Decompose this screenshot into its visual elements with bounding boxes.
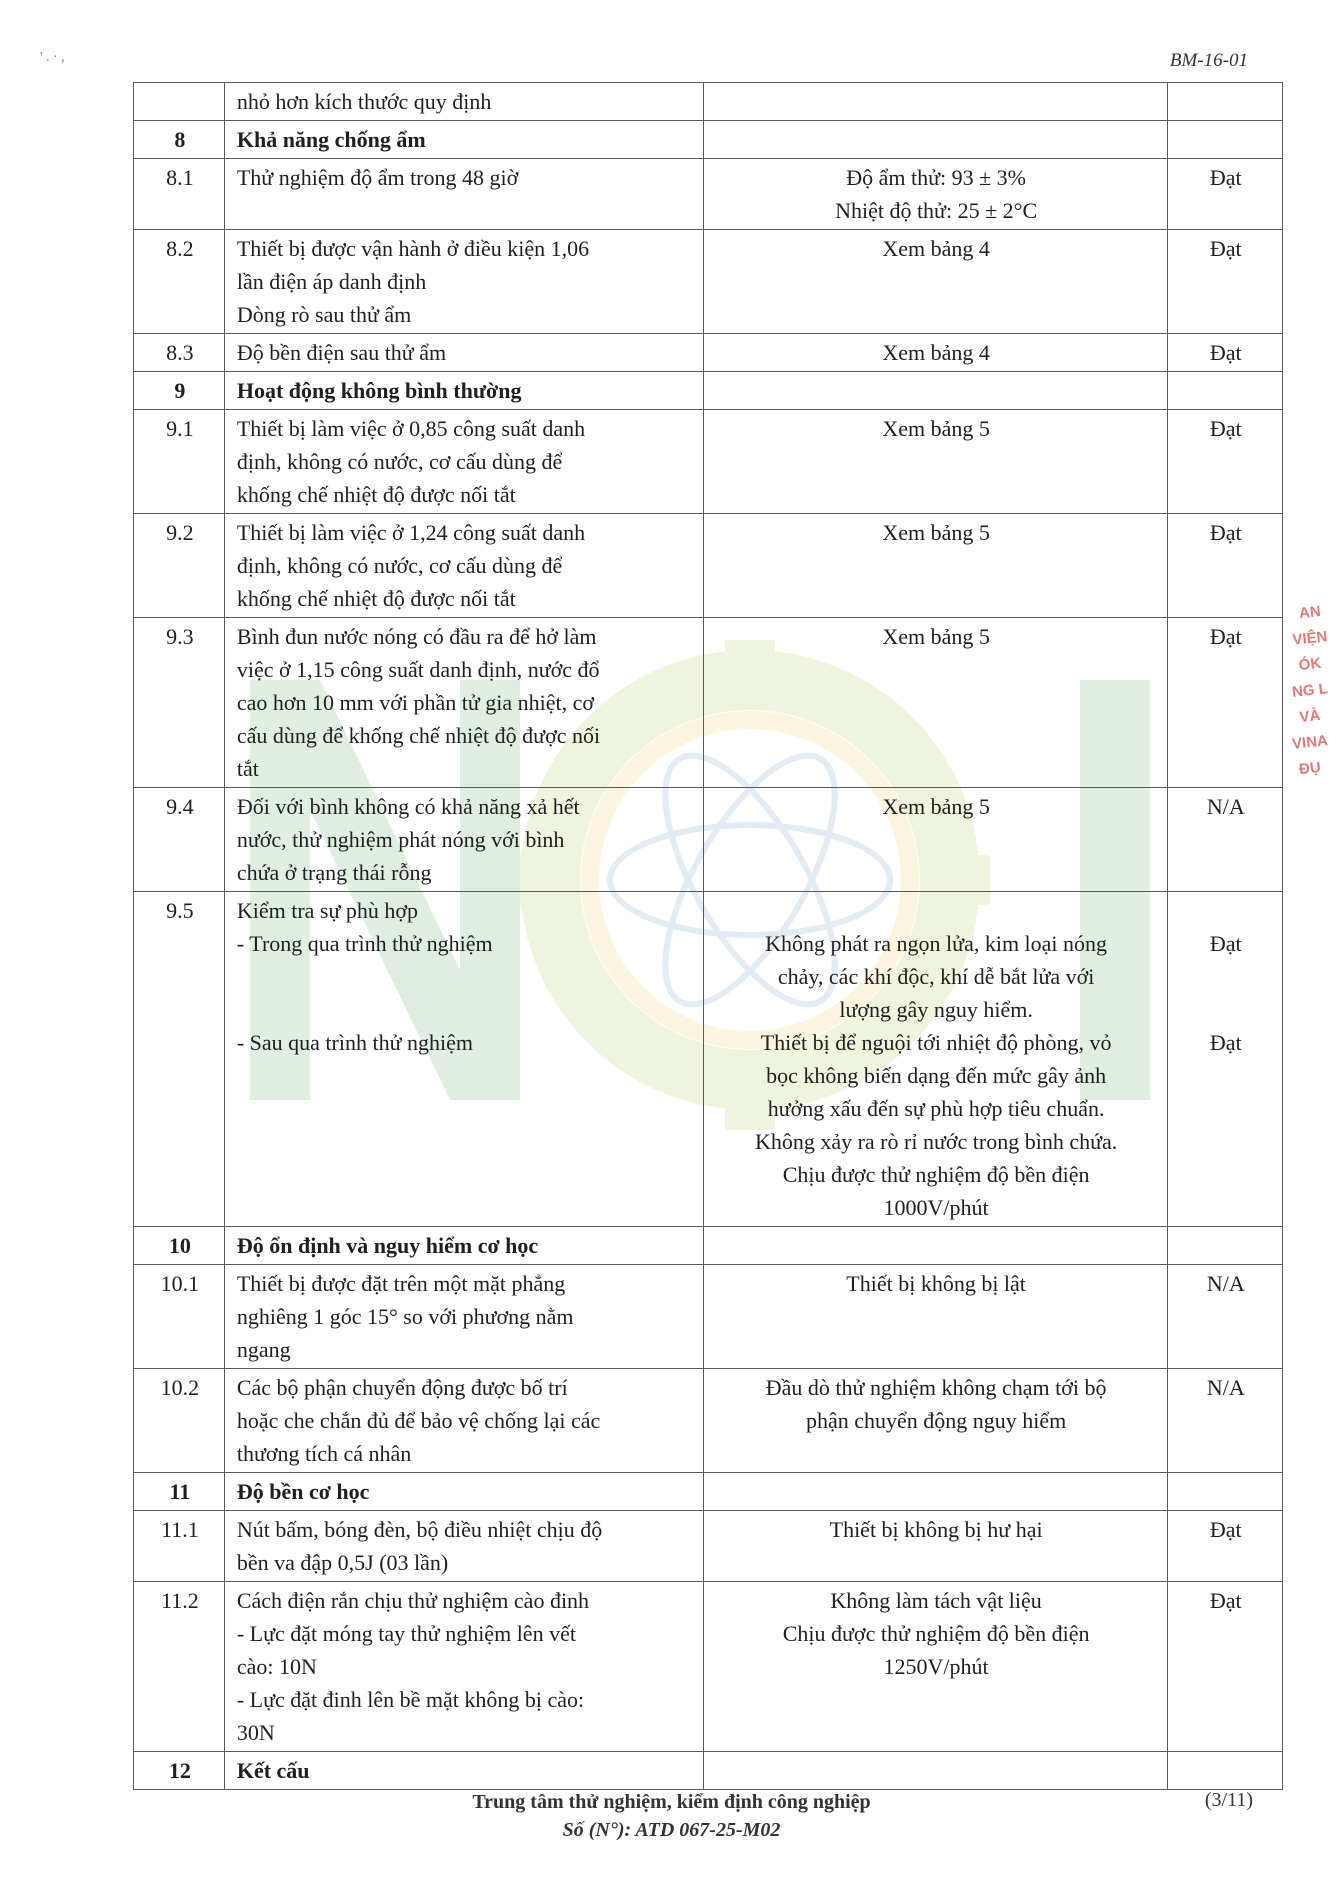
cell-line: hoặc che chắn đủ để bảo vệ chống lại các (236, 1408, 601, 1433)
conclusion-cell (1167, 1369, 1282, 1473)
cell-line: thương tích cá nhân (236, 1441, 412, 1466)
cell-line: Không phát ra ngọn lửa, kim loại nóng (765, 931, 1108, 956)
cell-line: Đạt (1209, 1030, 1242, 1055)
requirement-cell (224, 1473, 703, 1511)
result-cell (703, 1369, 1167, 1473)
cell-line: Đạt (1209, 236, 1242, 261)
clause-number-cell: 9.1 (134, 410, 225, 514)
cell-line: Dòng rò sau thử ẩm (236, 302, 412, 327)
cell-line: Thiết bị làm việc ở 1,24 công suất danh (236, 520, 586, 545)
table-row (134, 788, 1283, 892)
section-row (134, 1752, 1283, 1790)
result-cell (703, 410, 1167, 514)
cell-line: Các bộ phận chuyển động được bố trí (236, 1375, 568, 1400)
cell-line: 1250V/phút (883, 1654, 989, 1679)
cell-line: Nút bấm, bóng đèn, bộ điều nhiệt chịu độ (236, 1517, 603, 1542)
cell-line: Đạt (1209, 520, 1242, 545)
cell-line: Khả năng chống ẩm (236, 127, 426, 152)
cell-line: 1000V/phút (883, 1195, 989, 1220)
cell-line: định, không có nước, cơ cấu dùng để (236, 553, 563, 578)
red-stamp-fragment (1286, 600, 1334, 782)
cell-line: ngang (236, 1337, 291, 1362)
requirement-cell (224, 892, 703, 1227)
cell-line: - Lực đặt móng tay thử nghiệm lên vết (236, 1621, 576, 1646)
cell-line: Độ bền điện sau thử ẩm (236, 340, 447, 365)
requirement-cell (224, 618, 703, 788)
clause-number-cell: 10.2 (134, 1369, 225, 1473)
cell-line: Đạt (1209, 1517, 1242, 1542)
result-cell (703, 83, 1167, 121)
cell-line: Xem bảng 4 (882, 340, 990, 365)
cell-line: Không xảy ra rò rỉ nước trong bình chứa. (754, 1129, 1118, 1154)
requirement-cell (224, 230, 703, 334)
cell-line: Đạt (1209, 340, 1242, 365)
cell-line: Đạt (1209, 416, 1242, 441)
cell-line: bền va đập 0,5J (03 lần) (236, 1550, 449, 1575)
cell-line: Thiết bị làm việc ở 0,85 công suất danh (236, 416, 586, 441)
result-cell (703, 1582, 1167, 1752)
cell-line: - Lực đặt đinh lên bề mặt không bị cào: (236, 1687, 585, 1712)
conclusion-cell (1167, 1752, 1282, 1790)
result-cell (703, 1752, 1167, 1790)
requirement-cell (224, 1582, 703, 1752)
table-row (134, 230, 1283, 334)
cell-line: Độ ổn định và nguy hiểm cơ học (236, 1233, 539, 1258)
conclusion-cell (1167, 788, 1282, 892)
clause-number-cell: 12 (134, 1752, 225, 1790)
cell-line: Kiểm tra sự phù hợp (236, 898, 419, 923)
stamp-text: VIỆN (1291, 628, 1329, 649)
cell-line: Đạt (1209, 165, 1242, 190)
requirement-cell (224, 1265, 703, 1369)
cell-line: Đầu dò thử nghiệm không chạm tới bộ (765, 1375, 1107, 1400)
cell-line (237, 993, 693, 1026)
cell-line: cao hơn 10 mm với phần tử gia nhiệt, cơ (236, 690, 595, 715)
cell-line: Thiết bị để nguội tới nhiệt độ phòng, vỏ (760, 1030, 1112, 1055)
clause-number-cell: 11.2 (134, 1582, 225, 1752)
conclusion-cell (1167, 334, 1282, 372)
cell-line: chứa ở trạng thái rỗng (236, 860, 432, 885)
conclusion-cell (1167, 1511, 1282, 1582)
cell-line: Hoạt động không bình thường (236, 378, 522, 403)
stamp-text: AN (1298, 602, 1322, 623)
requirement-cell (224, 121, 703, 159)
requirement-cell (224, 83, 703, 121)
requirement-cell (224, 159, 703, 230)
table-row (134, 1369, 1283, 1473)
cell-line: chảy, các khí độc, khí dễ bắt lửa với (777, 964, 1095, 989)
cell-line: việc ở 1,15 công suất danh định, nước đổ (236, 657, 600, 682)
cell-line: Xem bảng 5 (882, 416, 990, 441)
footer-report-number: Số (N°): ATD 067-25-M02 (562, 1819, 781, 1841)
cell-line: định, không có nước, cơ cấu dùng để (236, 449, 563, 474)
cell-line: N/A (1206, 1375, 1245, 1400)
table-row (134, 1511, 1283, 1582)
conclusion-cell (1167, 1473, 1282, 1511)
conclusion-cell (1167, 83, 1282, 121)
cell-line: Xem bảng 5 (882, 794, 990, 819)
result-cell (703, 121, 1167, 159)
stamp-text: NG L (1291, 680, 1329, 701)
cell-line: bọc không biến dạng đến mức gây ảnh (766, 1063, 1107, 1088)
cell-line: N/A (1206, 794, 1245, 819)
section-row (134, 1227, 1283, 1265)
cell-line: Kết cấu (236, 1758, 310, 1783)
cell-line (1180, 894, 1272, 927)
cell-line: Chịu được thử nghiệm độ bền điện (782, 1621, 1090, 1646)
section-row (134, 121, 1283, 159)
cell-line: Thiết bị không bị lật (846, 1271, 1026, 1296)
requirement-cell (224, 410, 703, 514)
cell-line: Bình đun nước nóng có đầu ra để hở làm (236, 624, 597, 649)
table-body (134, 83, 1283, 1790)
clause-number-cell: 9.2 (134, 514, 225, 618)
cell-line: cấu dùng để khống chế nhiệt độ được nối (236, 723, 601, 748)
conclusion-cell (1167, 618, 1282, 788)
cell-line: nước, thử nghiệm phát nóng với bình (236, 827, 565, 852)
clause-number-cell: 11.1 (134, 1511, 225, 1582)
clause-number-cell: 8.3 (134, 334, 225, 372)
clause-number-cell: 9.4 (134, 788, 225, 892)
cell-line: Đạt (1209, 931, 1242, 956)
cell-line: khống chế nhiệt độ được nối tắt (236, 482, 516, 507)
table-row (134, 514, 1283, 618)
cell-line: - Trong qua trình thử nghiệm (236, 931, 493, 956)
requirement-cell (224, 1752, 703, 1790)
cell-line: cào: 10N (236, 1654, 317, 1679)
result-cell (703, 1473, 1167, 1511)
cell-line: Độ ẩm thử: 93 ± 3% (846, 165, 1027, 190)
footer-organization: Trung tâm thử nghiệm, kiểm định công nghiệp (472, 1791, 871, 1813)
result-cell (703, 514, 1167, 618)
conclusion-cell (1167, 410, 1282, 514)
cell-line: phận chuyển động nguy hiểm (805, 1408, 1067, 1433)
cell-line: hưởng xấu đến sự phù hợp tiêu chuẩn. (767, 1096, 1105, 1121)
clause-number-cell: 8 (134, 121, 225, 159)
result-cell (703, 372, 1167, 410)
stamp-text: VINA (1291, 732, 1329, 753)
table-row (134, 1582, 1283, 1752)
cell-line: N/A (1206, 1271, 1245, 1296)
cell-line: tắt (236, 756, 259, 781)
document-code: BM-16-01 (1169, 50, 1248, 71)
result-cell (703, 334, 1167, 372)
clause-number-cell: 9 (134, 372, 225, 410)
cell-line: lần điện áp danh định (236, 269, 427, 294)
table-row (134, 1265, 1283, 1369)
clause-number-cell: 8.2 (134, 230, 225, 334)
result-cell (703, 1227, 1167, 1265)
cell-line: Xem bảng 4 (882, 236, 990, 261)
cell-line: nhỏ hơn kích thước quy định (236, 89, 492, 114)
conclusion-cell (1167, 1265, 1282, 1369)
section-row (134, 372, 1283, 410)
cell-line: lượng gây nguy hiểm. (839, 997, 1033, 1022)
cell-line: 30N (236, 1720, 275, 1745)
conclusion-cell (1167, 230, 1282, 334)
requirement-cell (224, 372, 703, 410)
result-cell (703, 230, 1167, 334)
clause-number-cell: 9.5 (134, 892, 225, 1227)
result-cell (703, 788, 1167, 892)
result-cell (703, 892, 1167, 1227)
clause-number-cell (134, 83, 225, 121)
test-results-table (133, 82, 1283, 1790)
table-row (134, 618, 1283, 788)
requirement-cell (224, 788, 703, 892)
cell-line: khống chế nhiệt độ được nối tắt (236, 586, 516, 611)
result-cell (703, 1265, 1167, 1369)
cell-line: Nhiệt độ thử: 25 ± 2°C (835, 198, 1038, 223)
cell-line: Thiết bị được đặt trên một mặt phẳng (236, 1271, 566, 1296)
cell-line: nghiêng 1 góc 15° so với phương nằm (236, 1304, 574, 1329)
clause-number-cell: 10 (134, 1227, 225, 1265)
table-row (134, 892, 1283, 1227)
conclusion-cell (1167, 892, 1282, 1227)
stamp-text: ÓK (1297, 654, 1323, 675)
cell-line: - Sau qua trình thử nghiệm (236, 1030, 474, 1055)
conclusion-cell (1167, 1582, 1282, 1752)
conclusion-cell (1167, 514, 1282, 618)
result-cell (703, 618, 1167, 788)
cell-line: Xem bảng 5 (882, 520, 990, 545)
cell-line: Không làm tách vật liệu (830, 1588, 1042, 1613)
stamp-text: VÀ (1298, 706, 1322, 727)
conclusion-cell (1167, 121, 1282, 159)
requirement-cell (224, 1511, 703, 1582)
result-cell (703, 159, 1167, 230)
section-row (134, 1473, 1283, 1511)
page-number: (3/11) (1204, 1789, 1253, 1811)
cell-line: Đạt (1209, 1588, 1242, 1613)
page-footer (0, 1788, 1343, 1844)
table-row (134, 410, 1283, 514)
result-cell (703, 1511, 1167, 1582)
cell-line (1180, 960, 1272, 993)
cell-line: Thử nghiệm độ ẩm trong 48 giờ (236, 165, 519, 190)
cell-line: Chịu được thử nghiệm độ bền điện (782, 1162, 1090, 1187)
cell-line (716, 894, 1157, 927)
cell-line: Thiết bị không bị hư hại (829, 1517, 1043, 1542)
clause-number-cell: 8.1 (134, 159, 225, 230)
requirement-cell (224, 334, 703, 372)
cell-line: Thiết bị được vận hành ở điều kiện 1,06 (236, 236, 590, 261)
requirement-cell (224, 514, 703, 618)
cell-line: Xem bảng 5 (882, 624, 990, 649)
cell-line (237, 960, 693, 993)
requirement-cell (224, 1227, 703, 1265)
cell-line: Đạt (1209, 624, 1242, 649)
cell-line: Cách điện rắn chịu thử nghiệm cào đinh (236, 1588, 590, 1613)
table-row (134, 334, 1283, 372)
clause-number-cell: 9.3 (134, 618, 225, 788)
cell-line (1180, 993, 1272, 1026)
cell-line: Độ bền cơ học (236, 1479, 370, 1504)
conclusion-cell (1167, 372, 1282, 410)
stamp-text: ĐỤ (1298, 758, 1322, 779)
conclusion-cell (1167, 1227, 1282, 1265)
conclusion-cell (1167, 159, 1282, 230)
scan-marks: ' . · , (40, 50, 65, 65)
table-row (134, 159, 1283, 230)
clause-number-cell: 11 (134, 1473, 225, 1511)
clause-number-cell: 10.1 (134, 1265, 225, 1369)
requirement-cell (224, 1369, 703, 1473)
table-row (134, 83, 1283, 121)
cell-line: Đối với bình không có khả năng xả hết (236, 794, 580, 819)
